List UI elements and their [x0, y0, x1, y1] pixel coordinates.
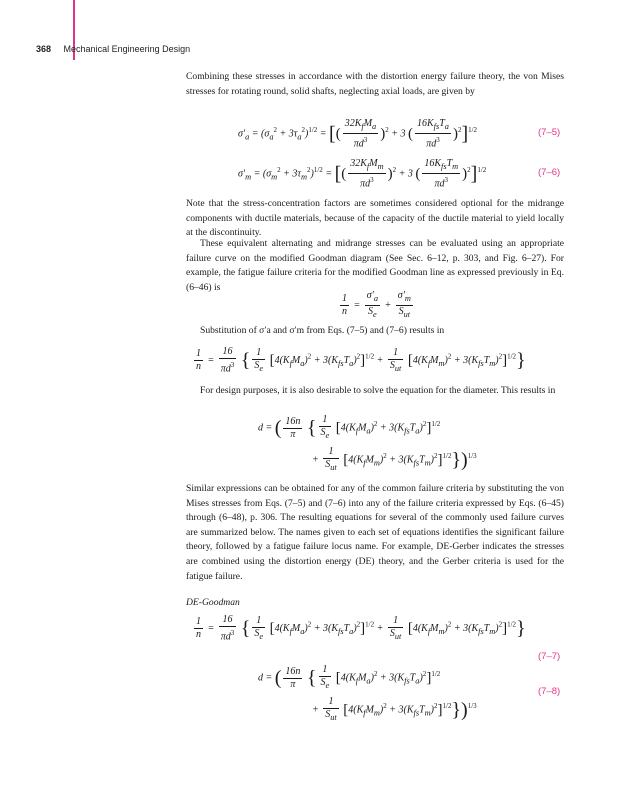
page-number: 368 [36, 44, 52, 54]
equation-number-7-6: (7–6) [538, 167, 561, 178]
section-heading: DE-Goodman [186, 597, 240, 608]
paragraph-2: Note that the stress-concentration factors are sometimes considered optional for the midrange components with ductile materials, because of the capacity of the ductile material to yield locally at the discontinuity. [186, 198, 564, 239]
paragraph-3: These equivalent alternating and midrange stresses can be evaluated using an appropriate failure curve on the modified Goodman diagram (See Sec. 6–12, p. 303, and Fig. 6–27). For example, the fatigue failure criteria for the modified Goodman line as expressed previously in Eq. (6–46) is [186, 238, 564, 293]
equation-7-8-line-2: + $\frac{1}{S_{ut}}$ $[4(K_fM_m)^2 + 3(K_{fs}T_m)^2]^{1/2}\})^{1/3}$ [312, 696, 477, 722]
paragraph-4: Substitution of σ′a and σ′m from Eqs. (7–5) and (7–6) results in [200, 325, 445, 336]
equation-7-5: $\sigma'_a = (\sigma_a^2 + 3\tau_a^2)^{1/2}$ = [( $\frac{32K_fM_a}{\pi d^3}$ )$^2$ + 3 ( $\frac{16K_{fs}T_a}{\pi d^3}$ )$^2$]$^{1/2}$ [238, 118, 478, 150]
paragraph-6: Similar expressions can be obtained for any of the common failure criteria by substituting the von Mises stresses from Eqs. (7–5) and (7–6) into any of the failure criteria expressed by Eqs. (6–45) through (6–48), p. 306. The resulting equations for several of the commonly used failure curves are summarized below. The names given to each set of equations identifies the significant failure theory, followed by a fatigue failure locus name. For example, DE-Gerber indicates the stresses are combined using the distortion energy (DE) theory, and the Gerber criteria is used for the fatigue failure. [186, 483, 564, 582]
equation-number-7-5: (7–5) [538, 127, 561, 138]
equation-number-7-8: (7–8) [538, 686, 561, 697]
equation-diameter-line-2: + $\frac{1}{S_{ut}}$ $[4(K_fM_m)^2 + 3(K_{fs}T_m)^2]^{1/2}\})^{1/3}$ [312, 446, 477, 472]
equation-7-6: $\sigma'_m = (\sigma_m^2 + 3\tau_m^2)^{1/2}$ = [( $\frac{32K_fM_m}{\pi d^3}$ )$^2$ + 3 ( $\frac{16K_{fs}T_m}{\pi d^3}$ )$^2$]$^{1/2}$ [238, 158, 487, 190]
paragraph-5: For design purposes, it is also desirable to solve the equation for the diameter. This results in [200, 385, 556, 396]
equation-7-8-line-1: d = ( $\frac{16n}{\pi}$ { $\frac{1}{S_e}$ $[4(K_fM_a)^2 + 3(K_{fs}T_a)^2]^{1/2}$ [258, 664, 441, 690]
page-header [36, 44, 190, 54]
equation-diameter-line-1: d = ( $\frac{16n}{\pi}$ { $\frac{1}{S_e}$ $[4(K_fM_a)^2 + 3(K_{fs}T_a)^2]^{1/2}$ [258, 414, 441, 440]
equation-substituted: $\frac{1}{n}$ = $\frac{16}{\pi d^3}$ { $\frac{1}{S_e}$ $[4(K_fM_a)^2 + 3(K_{fs}T_a)^2]^{1/2}$ + $\frac{1}{S_{ut}}$ $[4(K_fM_m)^2 + 3(K_{fs}T_m)^2]^{1/2}$} [196, 346, 526, 375]
paragraph-1: Combining these stresses in accordance with the distortion energy failure theory, the von Mises stresses for rotating round, solid shafts, neglecting axial loads, are given by [186, 71, 564, 97]
running-title: Mechanical Engineering Design [63, 44, 191, 54]
equation-goodman-line: $\frac{1}{n}$ = $\frac{\sigma'_a}{S_e}$ + $\frac{\sigma'_m}{S_{ut}}$ [342, 290, 411, 319]
equation-7-7: $\frac{1}{n}$ = $\frac{16}{\pi d^3}$ { $\frac{1}{S_e}$ $[4(K_fM_a)^2 + 3(K_{fs}T_a)^2]^{1/2}$ + $\frac{1}{S_{ut}}$ $[4(K_fM_m)^2 + 3(K_{fs}T_m)^2]^{1/2}$} [196, 614, 526, 643]
equation-number-7-7: (7–7) [538, 651, 561, 662]
